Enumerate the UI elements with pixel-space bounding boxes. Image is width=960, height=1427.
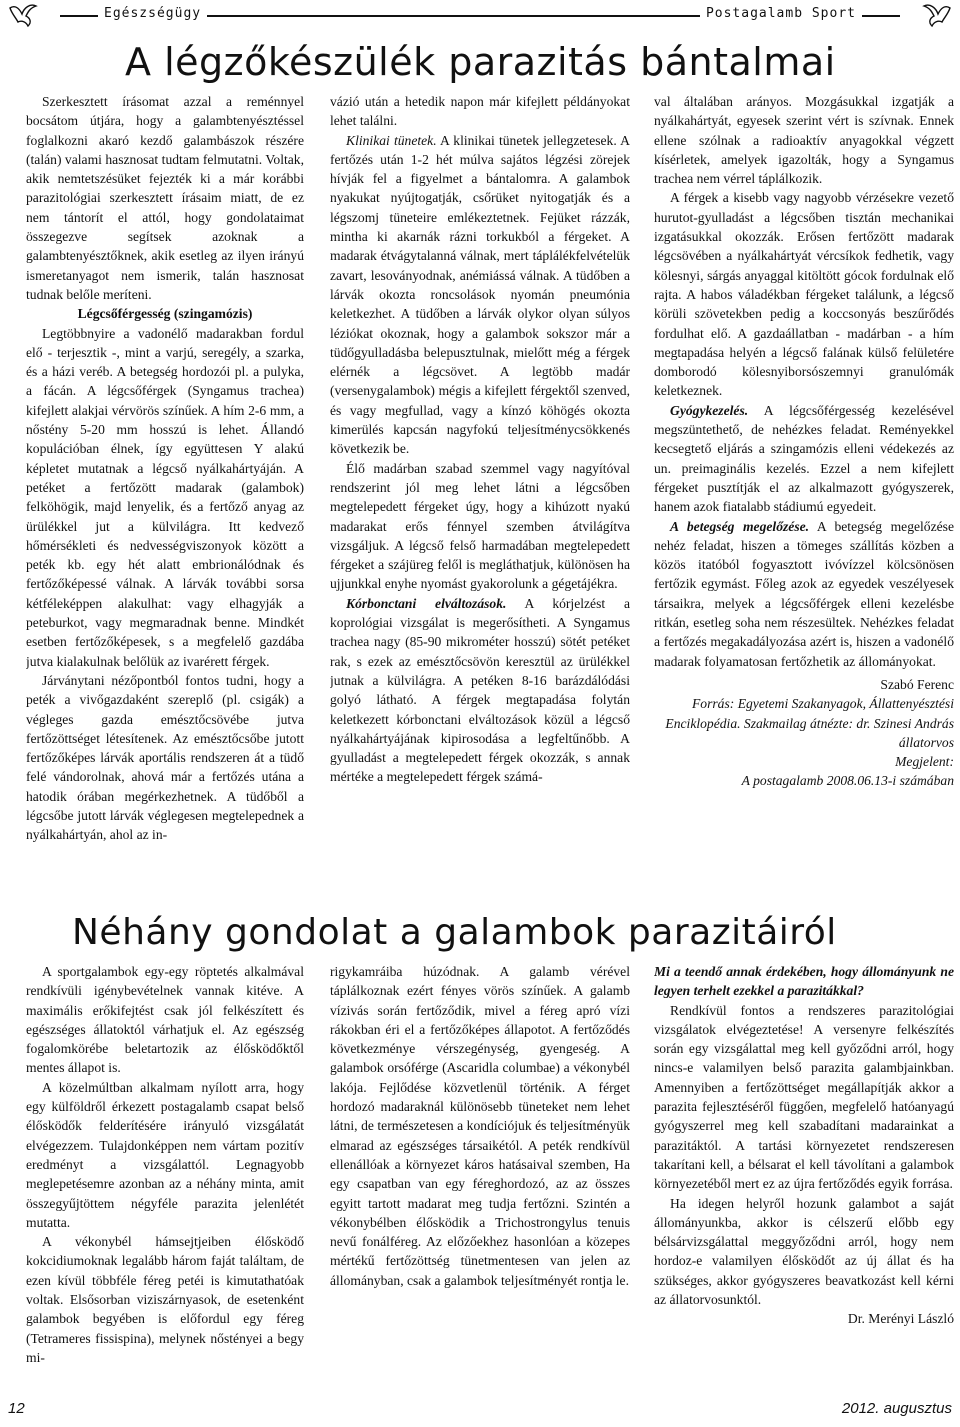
run-in-heading: Klinikai tünetek. <box>346 132 437 148</box>
article2-column-1 <box>26 962 304 1392</box>
paragraph: Ha idegen helyről hozunk galambot a saját állományunkba, akkor is célszerű előbb egy bélsárvizsgálattal meggyőződni arról, hogy nem hordoz-e valamilyen élősködőt az új állat és ha szükséges, akkor gyógyszeres beavatkozást kell kérni az állatorvosunktól. <box>654 1195 954 1308</box>
paragraph: A sportgalambok egy-egy röptetés alkalmával rendkívüli igénybevételnek vannak kitéve. A maximális erőkifejtést csak jól felkészített és egészséges állatoktól várhatjuk el. Az egészség fogalomkörébe beletartozik az élősködőktől mentes állapot is. <box>26 964 304 1076</box>
run-in-heading: A betegség megelőzése. <box>670 518 810 534</box>
article2-column-3 <box>654 962 954 1392</box>
page-number: 12 <box>8 1400 25 1417</box>
paragraph: A vékonybél hámsejtjeiben élősködő kokcidiumoknak legalább három faját találtam, de ezen kívül többféle féreg petéi is kimutathatóak voltak. Elsősorban viziszárnyasok, de esetenként galambok begyében is előfordul egy féreg (Tetrameres fissispina), melynek nőstényei a begy mi- <box>26 1234 304 1365</box>
paragraph: val általában arányos. Mozgásukkal izgatják a nyálkahártyát, egyesek szerint vért is szívnak. Ennek ellene szólnak a radioaktív anyagokkal végzett kísérletek, amelyek igazolták, hogy a Syngamus trachea nem vérrel táplálkozik. <box>654 94 954 187</box>
article2-column-2 <box>330 962 630 1392</box>
paragraph: Rendkívül fontos a rendszeres parazitológiai vizsgálatok elvégeztetése! A versenyre felkészítés során egy vizsgálattal meg kell győződni arról, hogy nincs-e valamilyen belső parazita galambjainkban. Amennyiben a fertőzöttséget megállapítják akkor a parazita fejlesztéséről függően, megfelelő hatóanyagú gyógyszerrel meg kell szabadítani madarainkat a parazitáktól. A tartási környezetet rendszeresen takarítani kell, a bélsarat el kell távolítani a galambok környezetéből mert ez az újra fertőződés egyik forrása. <box>654 1002 954 1192</box>
article-title: A légzőkészülék parazitás bántalmai <box>125 40 836 84</box>
paragraph-text: A kórjelzést a koprológiai vizsgálat is megerősítheti. A Syngamus trachea nagy (85-90 mikrométer hosszú) sötét petéket rak, s ezek az emésztőcsövön keresztül az ürülékkel jutnak a külvilágra. A petéken 8-16 barázdálódási golyó látható. A férgek megtapadása folytán keletkezett kórbonctani elváltozások közül a légcső nyálkahártyájának kipirosodása a legfeltűnőbb. A gyulladást a megtelepedett férgek okozzák, s annak mértéke a megtelepedett férgek számá- <box>330 595 630 785</box>
paragraph: Szerkesztett írásomat azzal a reménnyel bocsátom útjára, hogy a galambtenyésztéssel foglalkozni akaró kezdő galambászok részére (talán) valami hasznosat tudtam felmutatni. Voltak, akik nemtetszésüket fejezték ki a már korábbi parazitológiai szerkesztett írásaim miatt, de ez nem tántorít el attól, hogy gondolataimat összegezve segítsek azoknak a galambtenyésztőknek, akik esetleg az ilyen irányú ismeretanyagot nem ismerik, talán hasznosat tudnak belőle meríteni. <box>26 94 304 302</box>
section-label: Egészségügy <box>98 6 207 21</box>
paragraph: A férgek a kisebb vagy nagyobb vérzésekre vezető hurutot-gyulladást a légcsőben tisztán mechanikai izgatásukkal okozzák. Erősen fertőzött madarak légcsövében a nyálkahártyát vércsíkok fedhetik, vagy kölesnyi, sárgás anyaggal kitöltött gócok fordulnak elő rajta. A habos váladékban férgeket találunk, a légcső körüli szövetekben pedig a koccsonyás beszűrődés fordulhat elő. A gazdaállatban - madárban - a hím megtapadása helyén a légcső falának külső felületére domborodó kölesnyiborsószemnyi granulómák keletkeznek. <box>654 190 954 399</box>
article1-column-2 <box>330 92 630 898</box>
paragraph-text: A légcsőférgesség kezelésével megszüntethető, de nehézkes feladat. Reményekkel kecsegtető eljárás a szingamózis elleni védekezés az un. preimaginális kezelés. Ezzel a nem kifejlett férgeket pusztítják el az alkalmazott gyógyszerek, hanem azok fiatalabb stádiumú egyedeit. <box>654 402 954 515</box>
run-in-heading: Kórbonctani elváltozások. <box>346 595 507 611</box>
issue-date: 2012. augusztus <box>841 1400 952 1417</box>
paragraph: rigykamráiba húzódnak. A galamb vérével táplálkoznak ezért fényes vörös színűek. A galamb vízivás során fertőződik, mivel a féreg apró vízi rákokban éri el a fertőzőképes állapotot. A fertőződés következménye vérszegénység, gyengeség. A galambok orsóférge (Ascaridla columbae) a vékonybél lakója. Fejlődése közvetlenül történik. A férget hordozó madaraknál különösebb tüneteket nem lehet látni, de természetesen a kondíciójuk és teljesítményük elmarad az egészséges társaikétól. A peték rendkívül ellenállóak a környezet káros hatásaival szemben, Ha egy csapatban van egy féreghordozó, az az összes egyitt tartott madarat meg tudja fertőzni. Szintén a vékonybélben élősködik a Trichostrongylus tenuis nevű fonálféreg. Az előzőekhez hasonlóan a közepes mértékű fertőzöttség tünetmentesen van jelen az állományban, csak a galambok teljesítményét rontja le. <box>330 964 630 1288</box>
section-heading: Légcsőférgesség (szingamózis) <box>77 306 253 322</box>
article1-column-3 <box>654 92 954 898</box>
author: Szabó Ferenc <box>880 676 954 692</box>
paragraph: A közelmúltban alkalmam nyílott arra, hogy egy külföldről érkezett postagalamb csapat belső élősködők felderítésére irányuló vizsgálatát elvégezzem. Tulajdonképpen nem vártam pozitív eredményt a vizsgálattól. Legnagyobb meglepetésemre azonban az a néhány minta, amit összegyűjtöttem négyféle parazita jelenlétét mutatta. <box>26 1079 304 1230</box>
paragraph: Járványtani nézőpontból fontos tudni, hogy a peték a vivőgazdaként szereplő (pl. csigák) a végleges gazda emésztőcsövébe jutva fertőzöttséget létesítenek. Az emésztőcsőbe jutott fertőzőképes lárvák aportális rendszeren át a tüdő felé vándorolnak, ahová már a fertőzés utána a hatodik órában megérkezhetnek. A tüdőből a légcsőbe jutott lárvák véglegesen megtelepednek a nyálkahártyán, ahol az in- <box>26 672 304 843</box>
pigeon-logo-icon <box>922 0 954 32</box>
article-title: Néhány gondolat a galambok parazitáiról <box>72 912 837 953</box>
paragraph: Élő madárban szabad szemmel vagy nagyítóval rendszerint jól meg lehet látni a légcsőben megtelepedett férgeket úgy, hogy a kihúzott nyakú madarakat erős fénnyel szemben átvilágítva vizsgáljuk. A légcső felső harmadában megtelepedett férgeket a szájüreg felől is megláthatjuk, különösen ha ujjunkkal enyhe nyomást gyakorolunk a gégetájékra. <box>330 460 630 592</box>
run-in-heading: Gyógykezelés. <box>670 402 749 418</box>
paragraph: Legtöbbnyire a vadonélő madarakban fordul elő - terjesztik -, mint a varjú, seregély, a szarka, és a házi veréb. A betegség hordozói pl. a pulyka, a fácán. A légcsőférgek (Syngamus trachea) kifejlett alakjai vérvörös színűek. A hím 2-6 mm, a nőstény 5-20 mm hosszú is lehet. Állandó kopulációban élnek, így együttesen Y alakú képletet mutatnak a légcső nyálkahártyáján. A petéket a fertőzött madarak (galambok) felköhögik, majd lenyelik, és a fertőző anyag az ürülékkel jut a külvilágra. Itt kedvező hőmérsékleti és nedvességviszonyok között a peték kb. egy hét alatt embrionálódnak és fertőzőképessé válnak. A lárvák további sorsa kétféleképpen alakulhat: vagy elhagyják a peteburkot, vagy megmaradnak benne. Mindkét esetben fertőzőképesek, s a megfelelő gazdába jutva kialakulnak belőlük az ivarérett férgek. <box>26 325 304 669</box>
published-info: A postagalamb 2008.06.13-i számában <box>741 773 954 789</box>
pigeon-logo-icon <box>6 0 38 32</box>
article1-column-1 <box>26 92 304 898</box>
source-note: Forrás: Egyetemi Szakanyagok, Állattenyésztési Enciklopédia. Szakmailag átnézte: dr. Szinesi András állatorvos <box>665 696 954 750</box>
paragraph-text: A klinikai tünetek jellegzetesek. A fertőzés után 1-2 hét múlva sajátos légzési zörejek hívják fel a figyelmet a bántalomra. A galambok nyakukat nyújtogatják, csőrüket nyitogatják és a légszomj tüneteire emlékeztetnek. Fejüket rázzák, mintha ki akarnák rázni torkukból a férgeket. A madarak étvágytalanná válnak, mert táplálékfelvételük zavart, lesoványodnak, anémiássá válnak. A tüdőben a lárvák okozta roncsolások nyomán pneumónia keletkezhet. A tüdőben a lárvák olykor olyan súlyos léziókat okoznak, hogy a galambok sokszor már a tüdőgyulladásba belepusztulnak, mielőtt még a férgek elérnék a légcsövet. A legtöbb madár (versenygalambok) mégis a kifejlett férgektől szenved, és vagy megfullad, vagy a kínzó köhögés okozta kimerülés kapcsán nagyfokú teljesítménycsökkenés következik be. <box>330 132 630 457</box>
question-heading: Mi a teendő annak érdekében, hogy állományunk ne legyen terhelt ezekkel a parazitákkal? <box>654 964 954 999</box>
paragraph: vázió után a hetedik napon már kifejlett példányokat lehet találni. <box>330 94 630 129</box>
paragraph-text: A betegség megelőzése nehéz feladat, hiszen a tömeges szállítás közben a közös itatóból fogyasztott ivóvízzel kölcsönösen fertőzik egymást. Főleg azok az egyedek veszélyesek társaikra, melyek a légcsőférgek elleni kezelésbe ritkán, esetleg soha nem részesültek. Nehézkes feladat a fertőzés megakadályozása azért is, hiszen a vadonélő madarak folyamatosan fertőzhetik az állományokat. <box>654 518 954 669</box>
author: Dr. Merényi László <box>847 1311 954 1327</box>
publication-label: Postagalamb Sport <box>700 6 862 21</box>
published-label: Megjelent: <box>895 754 954 770</box>
